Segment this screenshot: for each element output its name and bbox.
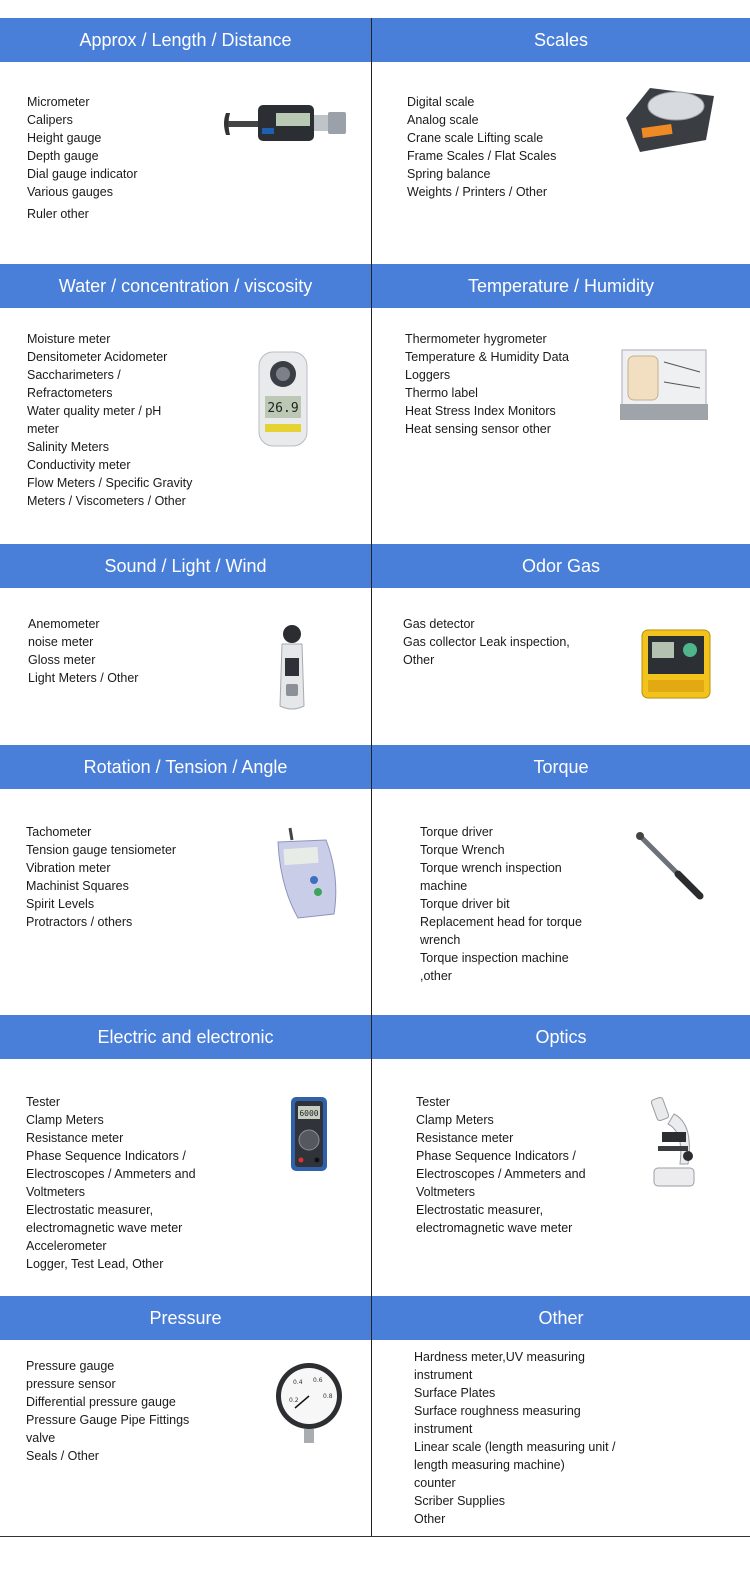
section-title: Optics <box>535 1026 587 1047</box>
list-item[interactable]: Protractors / others <box>26 915 133 929</box>
list-item[interactable]: Crane scale Lifting scale <box>407 131 544 145</box>
scales-item-list <box>407 93 556 201</box>
list-item[interactable]: Dial gauge indicator <box>27 167 138 181</box>
section-header-other[interactable] <box>372 1296 750 1340</box>
list-item[interactable]: Torque driver <box>420 825 493 839</box>
list-item[interactable]: Electroscopes / Ammeters and <box>416 1167 586 1181</box>
digital-scale-icon <box>620 80 720 156</box>
list-item[interactable]: Weights / Printers / Other <box>407 185 548 199</box>
list-item[interactable]: Surface Plates <box>414 1386 496 1400</box>
list-item[interactable]: Temperature & Humidity Data <box>405 350 569 364</box>
list-item[interactable]: Torque wrench inspection <box>420 861 562 875</box>
section-title: Sound / Light / Wind <box>104 555 267 576</box>
list-item[interactable]: Various gauges <box>27 185 113 199</box>
sound-item-list <box>28 615 138 687</box>
list-item[interactable]: Phase Sequence Indicators / <box>416 1149 576 1163</box>
list-item[interactable]: valve <box>26 1431 56 1445</box>
optics-item-list <box>416 1093 586 1237</box>
list-item[interactable]: Tension gauge tensiometer <box>26 843 177 857</box>
refractometer-display: 26.9 <box>267 401 299 416</box>
list-item[interactable]: Micrometer <box>27 95 90 109</box>
list-item[interactable]: Pressure Gauge Pipe Fittings <box>26 1413 190 1427</box>
list-item[interactable]: electromagnetic wave meter <box>26 1221 183 1235</box>
list-item[interactable]: Light Meters / Other <box>28 671 139 685</box>
list-item[interactable]: Tachometer <box>26 825 92 839</box>
list-item[interactable]: Other <box>414 1512 446 1526</box>
length-item-list <box>27 93 138 223</box>
list-item[interactable]: Logger, Test Lead, Other <box>26 1257 164 1271</box>
list-item[interactable]: Scriber Supplies <box>414 1494 506 1508</box>
section-header-temperature[interactable] <box>372 264 750 308</box>
list-item[interactable]: Height gauge <box>27 131 102 145</box>
list-item[interactable]: Saccharimeters / <box>27 368 121 382</box>
list-item[interactable]: Depth gauge <box>27 149 99 163</box>
multimeter-icon <box>290 1096 328 1172</box>
multimeter-display: 6000 <box>299 1109 319 1118</box>
section-title: Other <box>538 1307 584 1328</box>
section-header-length[interactable] <box>0 18 371 62</box>
list-item[interactable]: Resistance meter <box>26 1131 124 1145</box>
list-item[interactable]: Machinist Squares <box>26 879 129 893</box>
list-item[interactable]: Accelerometer <box>26 1239 107 1253</box>
other-item-list <box>414 1348 616 1528</box>
section-title: Water / concentration / viscosity <box>58 275 313 296</box>
list-item[interactable]: meter <box>27 422 59 436</box>
list-item[interactable]: Resistance meter <box>416 1131 514 1145</box>
section-title: Scales <box>533 29 589 50</box>
section-title: Odor Gas <box>521 555 601 576</box>
section-header-rotation[interactable] <box>0 745 371 789</box>
force-gauge-icon <box>270 826 346 920</box>
bottom-rule <box>0 1536 750 1537</box>
list-item[interactable]: electromagnetic wave meter <box>416 1221 573 1235</box>
list-item[interactable]: Tester <box>416 1095 451 1109</box>
list-item[interactable]: Loggers <box>405 368 451 382</box>
list-item[interactable]: Refractometers <box>27 386 113 400</box>
list-item[interactable]: Hardness meter,UV measuring <box>414 1350 585 1364</box>
list-item[interactable]: Densitometer Acidometer <box>27 350 168 364</box>
sound-level-meter-icon <box>276 624 308 712</box>
list-item[interactable]: length measuring machine) <box>414 1458 565 1472</box>
section-title: Approx / Length / Distance <box>79 29 292 50</box>
list-item[interactable]: Seals / Other <box>26 1449 99 1463</box>
list-item[interactable]: Digital scale <box>407 95 475 109</box>
list-item[interactable]: Spring balance <box>407 167 491 181</box>
section-title: Electric and electronic <box>97 1026 274 1047</box>
dial-label: 0.2 <box>289 1397 299 1404</box>
water-item-list <box>27 330 192 510</box>
electric-item-list <box>26 1093 196 1273</box>
list-item[interactable]: Flow Meters / Specific Gravity <box>27 476 193 490</box>
list-item[interactable]: noise meter <box>28 635 94 649</box>
list-item[interactable]: Frame Scales / Flat Scales <box>407 149 557 163</box>
rotation-item-list <box>26 823 176 931</box>
section-header-sound[interactable] <box>0 544 371 588</box>
list-item[interactable]: Voltmeters <box>416 1185 476 1199</box>
list-item[interactable]: Phase Sequence Indicators / <box>26 1149 186 1163</box>
list-item[interactable]: counter <box>414 1476 456 1490</box>
list-item[interactable]: Electrostatic measurer, <box>416 1203 544 1217</box>
list-item[interactable]: Gas detector <box>403 617 475 631</box>
list-item[interactable]: Clamp Meters <box>416 1113 494 1127</box>
list-item[interactable]: ,other <box>420 969 452 983</box>
list-item[interactable]: Thermo label <box>405 386 478 400</box>
list-item[interactable]: Tester <box>26 1095 61 1109</box>
list-item[interactable]: Ruler other <box>27 207 89 221</box>
list-item[interactable]: Voltmeters <box>26 1185 86 1199</box>
section-header-optics[interactable] <box>372 1015 750 1059</box>
pressure-gauge-icon <box>273 1362 345 1446</box>
list-item[interactable]: Conductivity meter <box>27 458 131 472</box>
list-item[interactable]: Electroscopes / Ammeters and <box>26 1167 196 1181</box>
list-item[interactable]: Linear scale (length measuring unit / <box>414 1440 616 1454</box>
list-item[interactable]: machine <box>420 879 468 893</box>
list-item[interactable]: Other <box>403 653 435 667</box>
refractometer-icon <box>255 350 311 448</box>
list-item[interactable]: Water quality meter / pH <box>27 404 162 418</box>
thermo-hygrograph-icon <box>618 342 710 424</box>
list-item[interactable]: Vibration meter <box>26 861 111 875</box>
dial-label: 0.4 <box>293 1379 303 1386</box>
list-item[interactable]: instrument <box>414 1368 473 1382</box>
dial-label: 0.8 <box>323 1393 333 1400</box>
section-header-odor[interactable] <box>372 544 750 588</box>
list-item[interactable]: Heat Stress Index Monitors <box>405 404 556 418</box>
list-item[interactable]: Meters / Viscometers / Other <box>27 494 186 508</box>
list-item[interactable]: Torque inspection machine <box>420 951 569 965</box>
section-title: Temperature / Humidity <box>467 275 655 296</box>
section-title: Torque <box>533 756 589 777</box>
list-item[interactable]: wrench <box>420 933 461 947</box>
section-title: Pressure <box>149 1307 222 1328</box>
list-item[interactable]: instrument <box>414 1422 473 1436</box>
torque-item-list <box>420 823 582 985</box>
section-header-pressure[interactable] <box>0 1296 371 1340</box>
torque-wrench-icon <box>634 830 708 904</box>
dial-label: 0.6 <box>313 1377 323 1384</box>
micrometer-icon <box>218 95 350 151</box>
list-item[interactable]: Anemometer <box>28 617 100 631</box>
list-item[interactable]: Heat sensing sensor other <box>405 422 551 436</box>
list-item[interactable]: Spirit Levels <box>26 897 95 911</box>
section-title: Rotation / Tension / Angle <box>83 756 288 777</box>
microscope-icon <box>644 1094 702 1190</box>
list-item[interactable]: Gloss meter <box>28 653 96 667</box>
list-item[interactable]: Torque driver bit <box>420 897 510 911</box>
list-item[interactable]: Replacement head for torque <box>420 915 582 929</box>
list-item[interactable]: Surface roughness measuring <box>414 1404 581 1418</box>
gas-detector-icon <box>640 628 712 700</box>
section-header-electric[interactable] <box>0 1015 371 1059</box>
list-item[interactable]: Pressure gauge <box>26 1359 115 1373</box>
list-item[interactable]: Clamp Meters <box>26 1113 104 1127</box>
list-item[interactable]: Calipers <box>27 113 73 127</box>
list-item[interactable]: Analog scale <box>407 113 479 127</box>
list-item[interactable]: Differential pressure gauge <box>26 1395 176 1409</box>
odor-item-list <box>403 615 570 669</box>
pressure-item-list <box>26 1357 189 1465</box>
list-item[interactable]: Torque Wrench <box>420 843 505 857</box>
list-item[interactable]: Salinity Meters <box>27 440 109 454</box>
section-header-water[interactable] <box>0 264 371 308</box>
section-header-scales[interactable] <box>372 18 750 62</box>
list-item[interactable]: pressure sensor <box>26 1377 116 1391</box>
list-item[interactable]: Thermometer hygrometer <box>405 332 547 346</box>
list-item[interactable]: Gas collector Leak inspection, <box>403 635 570 649</box>
temperature-item-list <box>405 330 569 438</box>
list-item[interactable]: Moisture meter <box>27 332 111 346</box>
section-header-torque[interactable] <box>372 745 750 789</box>
list-item[interactable]: Electrostatic measurer, <box>26 1203 154 1217</box>
